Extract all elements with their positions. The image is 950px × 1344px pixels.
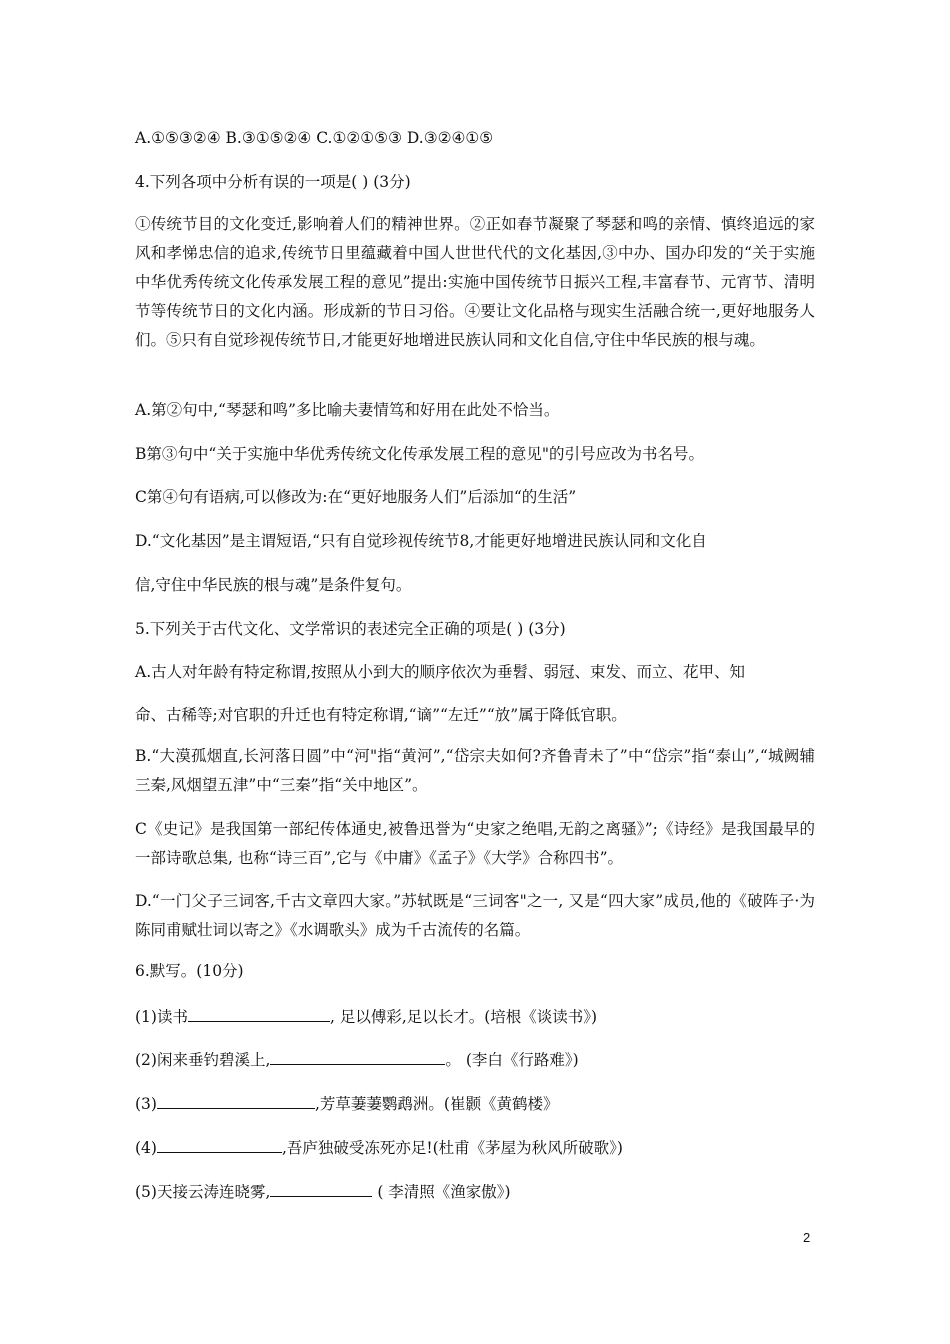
q6-item4-blank[interactable] [157, 1137, 282, 1153]
q6-item5-blank[interactable] [270, 1181, 372, 1197]
q6-item2-suffix: 。 (李白《行路难》) [445, 1051, 579, 1069]
q6-item1-suffix: , 足以傅彩,足以长才。(培根《谈读书》) [329, 1008, 598, 1026]
q6-item5-suffix: ( 李清照《渔家傲》) [372, 1183, 511, 1201]
q6-item3-suffix: ,芳草萋萋鹦鹉洲。(崔颢《黄鹤楼》 [314, 1095, 559, 1113]
q6-item4 [135, 1137, 623, 1158]
q5-option-c: C《史记》是我国第一部纪传体通史,被鲁迅誉为“史家之绝唱,无韵之离骚》”;《诗经》是我国最早的一部诗歌总集, 也称“诗三百”,它与《中庸》《孟子》《大学》合称四书”。 [135, 820, 815, 867]
q6-item5-prefix: (5)天接云涛连晓雾, [135, 1183, 271, 1201]
q6-item2-prefix: (2)闲来垂钓碧溪上, [135, 1051, 271, 1069]
q6-item4-prefix: (4) [135, 1139, 157, 1157]
q5-option-d: D.“一门父子三词客,千古文章四大家。”苏轼既是“三词客"之一, 又是“四大家”成员,他的《破阵子·为陈同甫赋壮词以寄之》《水调歌头》成为千古流传的名篇。 [135, 892, 815, 939]
page-number: 2 [803, 1230, 811, 1245]
q5-option-a-line1: A.古人对年龄有特定称谓,按照从小到大的顺序依次为垂髫、弱冠、束发、而立、花甲、知 [135, 663, 746, 681]
q3-options: A.①⑤③②④ B.③①⑤②④ C.①②①⑤③ D.③②④①⑤ [135, 129, 494, 147]
q5-option-a-line2: 命、古稀等;对官职的升迁也有特定称谓,“谪”“左迁”“放”属于降低官职。 [135, 706, 627, 724]
q6-item5 [135, 1181, 511, 1202]
q4-option-a: A.第②句中,“琴瑟和鸣”多比喻夫妻情笃和好用在此处不恰当。 [135, 401, 560, 419]
q6-item2 [135, 1049, 579, 1070]
q6-item4-suffix: ,吾庐独破受冻死亦足!(杜甫《茅屋为秋风所破歌》) [281, 1139, 623, 1157]
q4-passage: ①传统节目的文化变迁,影响着人们的精神世界。②正如春节凝聚了琴瑟和鸣的亲情、慎终追远的家风和孝悌忠信的追求,传统节日里蕴藏着中国人世世代代的文化基因,③中办、国办印发的“关于实施中华优秀传统文化传承发展工程的意见”提出:实施中国传统节日振兴工程,丰富春节、元宵节、清明节等传统节日的文化内涵。形成新的节日习俗。④要让文化品格与现实生活融合统一,更好地服务人们。⑤只有自觉珍视传统节日,才能更好地增进民族认同和文化自信,守住中华民族的根与魂。 [135, 215, 815, 349]
q5-stem: 5.下列关于古代文化、文学常识的表述完全正确的项是( ) (3分) [135, 620, 566, 638]
q6-item1 [135, 1006, 597, 1027]
q5-option-b: B.“大漠孤烟直,长河落日圆”中“河"指“黄河”,“岱宗夫如何?齐鲁青未了”中“岱宗”指“泰山”,“城阙辅三秦,风烟望五津”中“三秦”指“关中地区”。 [135, 747, 815, 794]
q6-stem: 6.默写。(10分) [135, 962, 244, 980]
q6-item3-prefix: (3) [135, 1095, 157, 1113]
q6-item3 [135, 1093, 558, 1114]
q4-option-c: C第④句有语病,可以修改为:在“更好地服务人们”后添加“的生活” [135, 488, 577, 506]
q6-item1-blank[interactable] [188, 1006, 330, 1022]
q4-option-d-line1: D.“文化基因”是主谓短语,“只有自觉珍视传统节8,才能更好地增进民族认同和文化自 [135, 532, 707, 550]
q6-item2-blank[interactable] [270, 1049, 445, 1065]
q4-stem: 4.下列各项中分析有误的一项是( ) (3分) [135, 173, 411, 191]
q4-option-d-line2: 信,守住中华民族的根与魂”是条件复句。 [135, 576, 412, 594]
q6-item1-prefix: (1)读书 [135, 1008, 188, 1026]
q6-item3-blank[interactable] [157, 1093, 315, 1109]
q4-option-b: B第③句中“关于实施中华优秀传统文化传承发展工程的意见"的引号应改为书名号。 [135, 445, 704, 463]
